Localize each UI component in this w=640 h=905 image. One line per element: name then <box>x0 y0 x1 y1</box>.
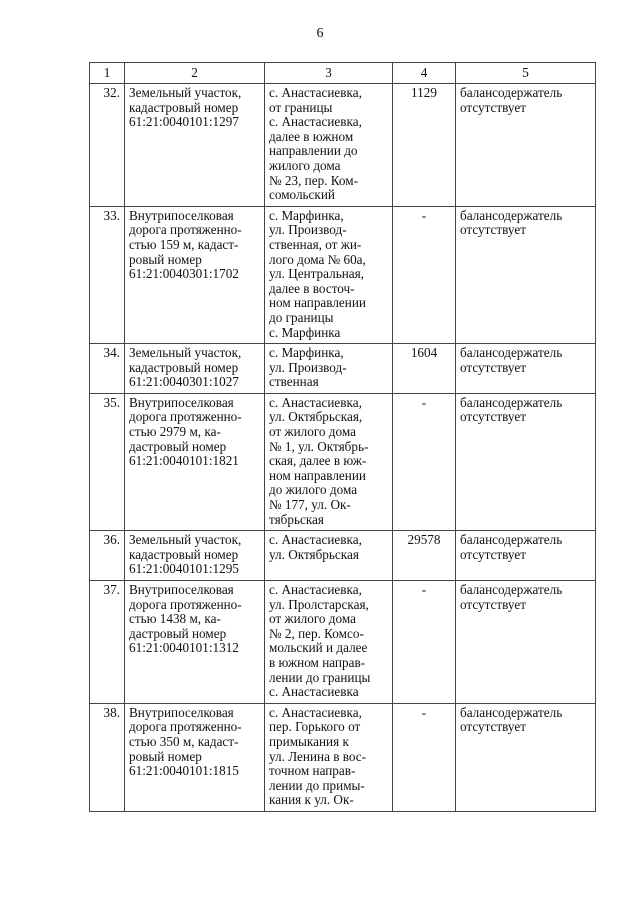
table-row <box>90 344 596 394</box>
object-value: 1604 <box>393 344 456 394</box>
balance-holder: балансодержатель отсутствует <box>456 206 596 343</box>
table-row <box>90 703 596 811</box>
object-name: Земельный участок, кадастровый номер 61:21:0040101:1297 <box>125 84 265 207</box>
object-value: - <box>393 703 456 811</box>
header-col-5: 5 <box>456 63 596 84</box>
object-location: с. Анастасиевка, ул. Пролстарская, от жилого дома № 2, пер. Комсо- мольский и далее в южном направ- лении до границы с. Анастасиевка <box>265 581 393 704</box>
balance-holder: балансодержатель отсутствует <box>456 581 596 704</box>
object-value: 1129 <box>393 84 456 207</box>
row-number: 33. <box>90 206 125 343</box>
object-location: с. Марфинка, ул. Производ- ственная <box>265 344 393 394</box>
property-table <box>89 62 596 812</box>
object-value: 29578 <box>393 531 456 581</box>
header-col-3: 3 <box>265 63 393 84</box>
table-row <box>90 581 596 704</box>
object-name: Внутрипоселковая дорога протяженно- стью 2979 м, ка- дастровый номер 61:21:0040101:1821 <box>125 393 265 530</box>
table-row <box>90 393 596 530</box>
object-name: Земельный участок, кадастровый номер 61:21:0040101:1295 <box>125 531 265 581</box>
object-value: - <box>393 206 456 343</box>
page-number: 6 <box>316 26 324 41</box>
header-col-1: 1 <box>90 63 125 84</box>
header-col-2: 2 <box>125 63 265 84</box>
row-number: 36. <box>90 531 125 581</box>
row-number: 35. <box>90 393 125 530</box>
row-number: 38. <box>90 703 125 811</box>
balance-holder: балансодержатель отсутствует <box>456 531 596 581</box>
row-number: 34. <box>90 344 125 394</box>
object-location: с. Анастасиевка, от границы с. Анастасиевка, далее в южном направлении до жилого дома № 23, пер. Ком- сомольский <box>265 84 393 207</box>
table-row <box>90 206 596 343</box>
table-row <box>90 84 596 207</box>
object-name: Внутрипоселковая дорога протяженно- стью 159 м, кадаст- ровый номер 61:21:0040301:1702 <box>125 206 265 343</box>
object-value: - <box>393 393 456 530</box>
row-number: 32. <box>90 84 125 207</box>
row-number: 37. <box>90 581 125 704</box>
balance-holder: балансодержатель отсутствует <box>456 393 596 530</box>
balance-holder: балансодержатель отсутствует <box>456 84 596 207</box>
object-value: - <box>393 581 456 704</box>
table-header-row <box>90 63 596 84</box>
balance-holder: балансодержатель отсутствует <box>456 344 596 394</box>
object-location: с. Марфинка, ул. Производ- ственная, от жи- лого дома № 60а, ул. Центральная, далее в восточ- ном направлении до границы с. Марфинка <box>265 206 393 343</box>
balance-holder: балансодержатель отсутствует <box>456 703 596 811</box>
object-location: с. Анастасиевка, ул. Октябрьская, от жилого дома № 1, ул. Октябрь- ская, далее в юж- ном направлении до жилого дома № 177, ул. Ок- тябрьская <box>265 393 393 530</box>
table-row <box>90 531 596 581</box>
object-name: Внутрипоселковая дорога протяженно- стью 350 м, кадаст- ровый номер 61:21:0040101:1815 <box>125 703 265 811</box>
object-name: Земельный участок, кадастровый номер 61:21:0040301:1027 <box>125 344 265 394</box>
object-name: Внутрипоселковая дорога протяженно- стью 1438 м, ка- дастровый номер 61:21:0040101:1312 <box>125 581 265 704</box>
object-location: с. Анастасиевка, ул. Октябрьская <box>265 531 393 581</box>
header-col-4: 4 <box>393 63 456 84</box>
object-location: с. Анастасиевка, пер. Горького от примыкания к ул. Ленина в вос- точном направ- лении до примы- кания к ул. Ок- <box>265 703 393 811</box>
